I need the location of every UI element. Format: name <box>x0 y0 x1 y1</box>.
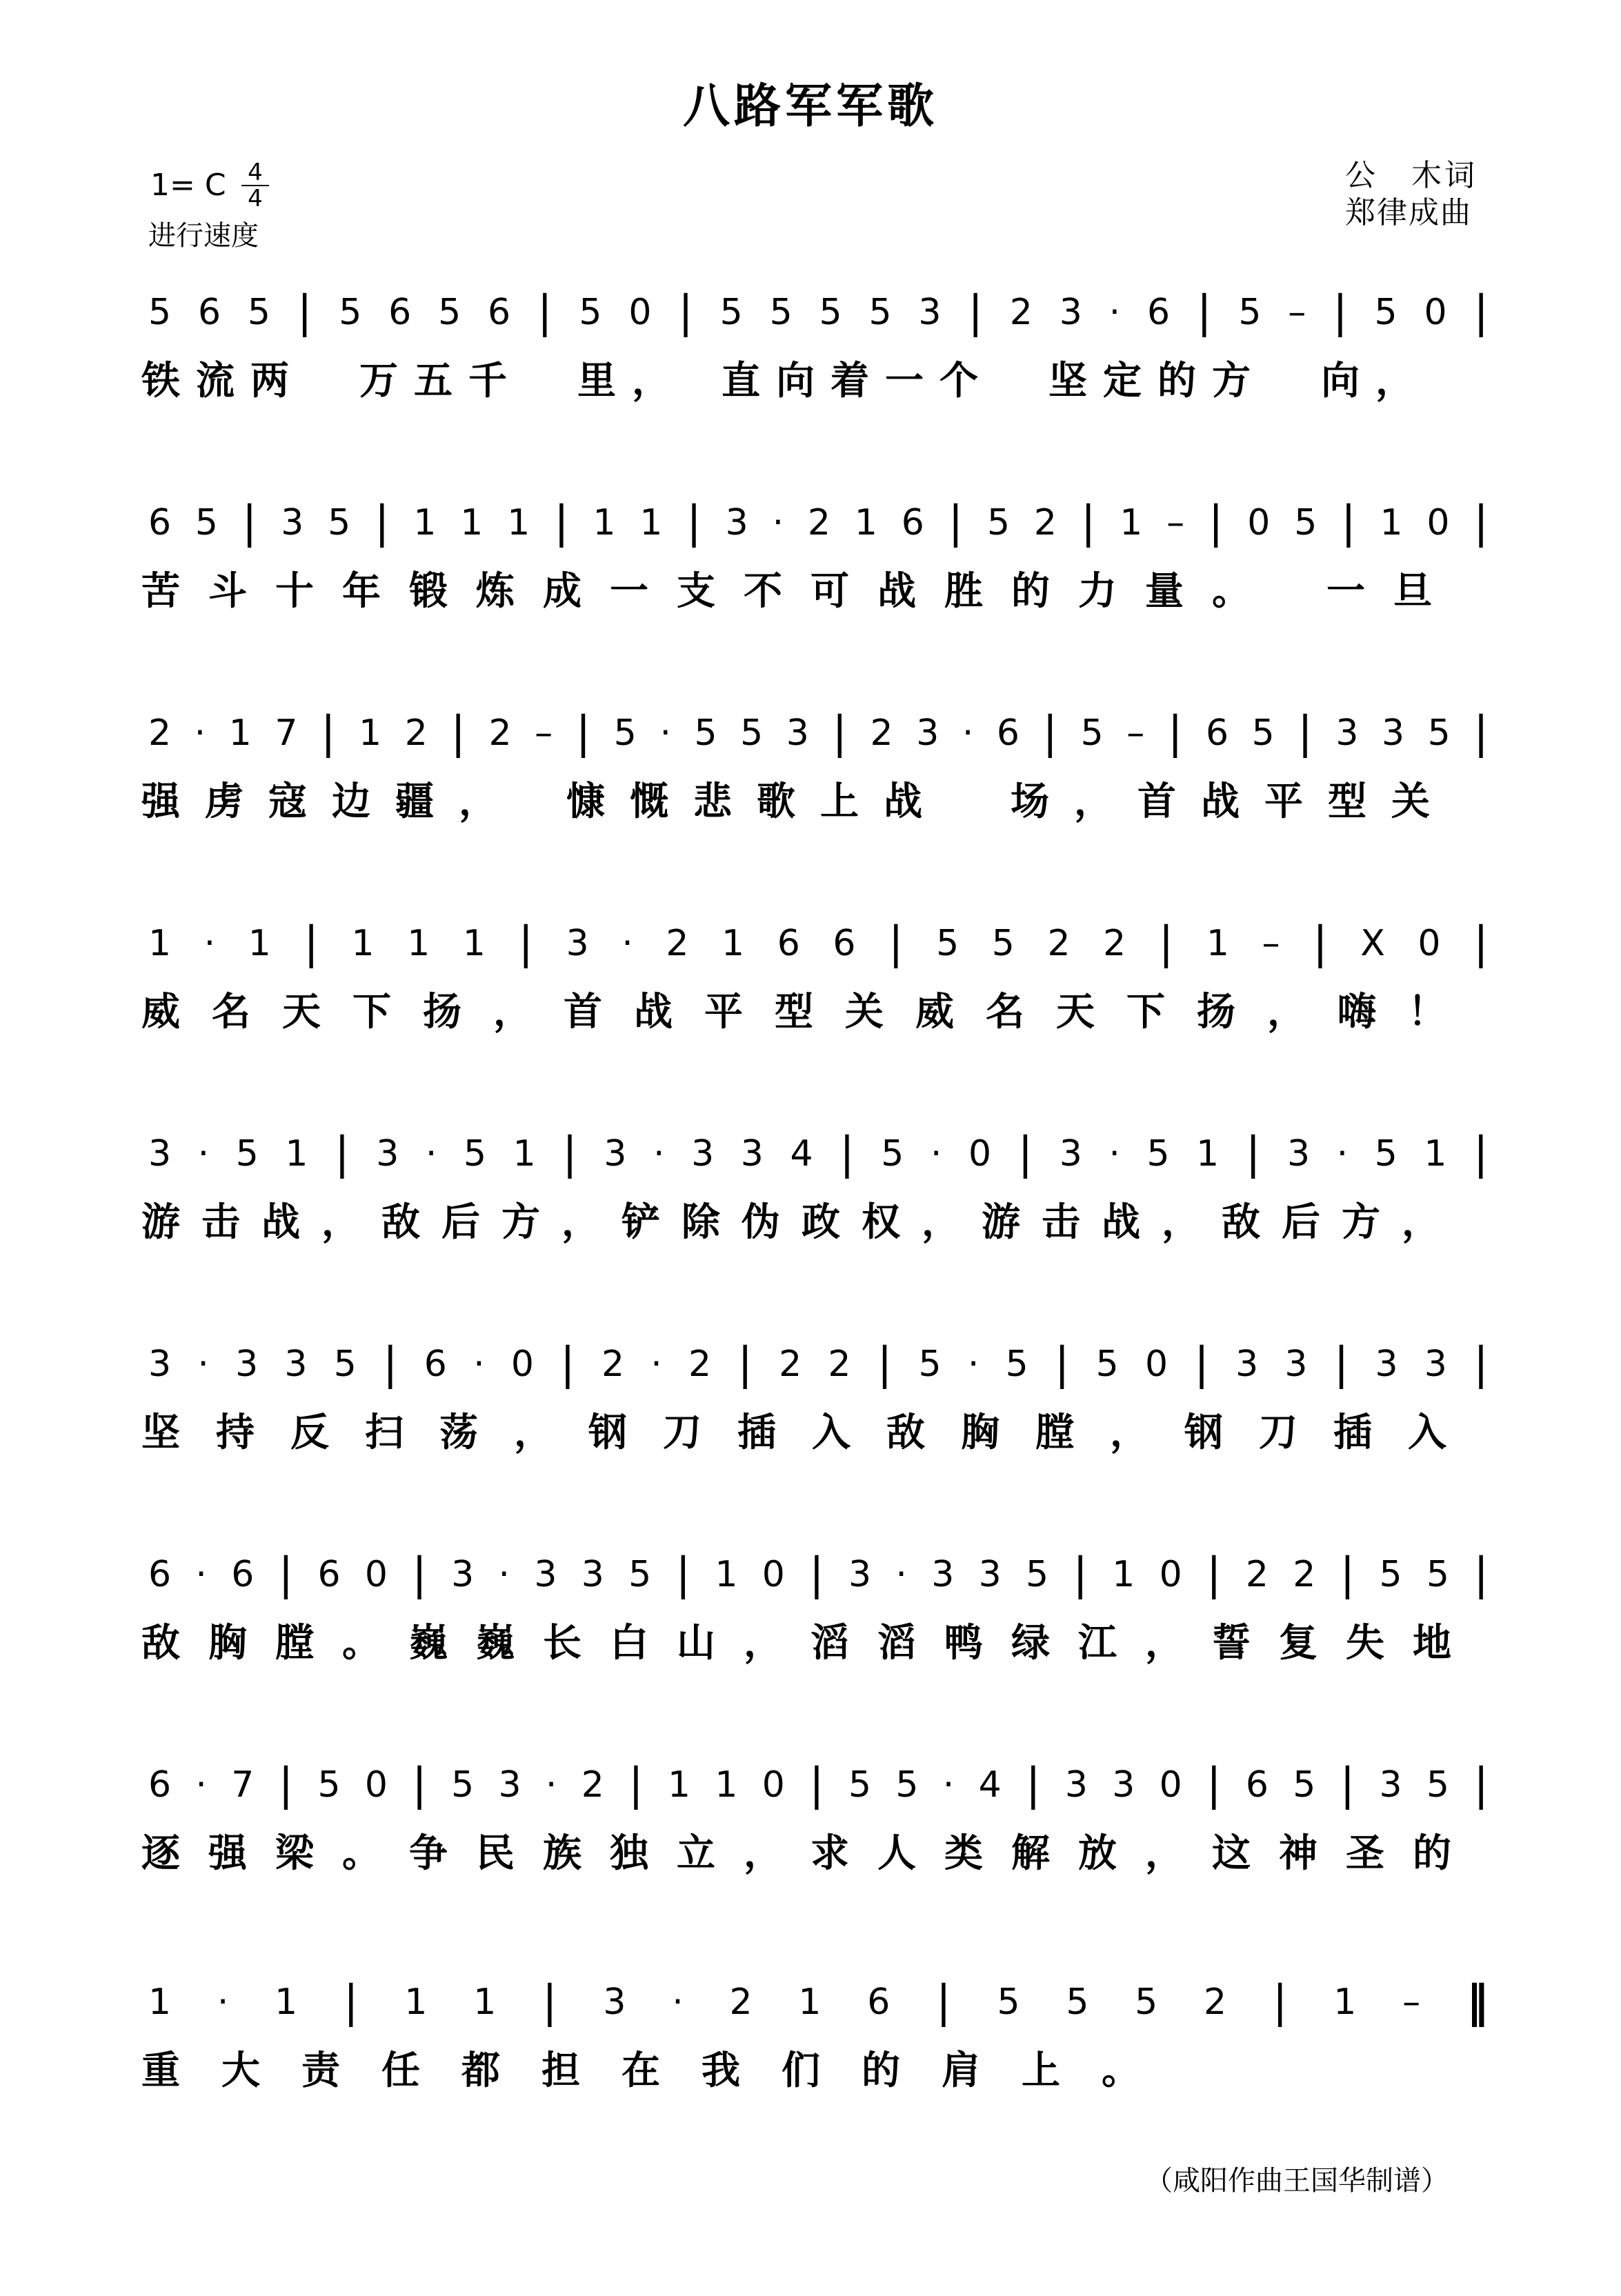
note: 2 <box>828 1344 851 1385</box>
note: 4 <box>978 1764 1002 1806</box>
note: · <box>930 1133 942 1175</box>
barline: | <box>560 1339 575 1390</box>
note: 5 <box>1374 1133 1398 1175</box>
barline: | <box>1206 1759 1222 1810</box>
note: 6 <box>1245 1764 1269 1806</box>
note: 6 <box>148 1554 172 1595</box>
lyrics-line: 重大责任都担在我们的肩上。 <box>141 2048 1182 2093</box>
note: 3 <box>284 1344 308 1385</box>
note: · <box>621 923 633 964</box>
note: 5 <box>1026 1554 1049 1595</box>
lyrics-line: 苦斗十年锻炼成一支不可战胜的力量。 一旦 <box>141 568 1460 614</box>
note: · <box>1108 292 1121 333</box>
note: 1 <box>715 1764 738 1806</box>
transcriber-credit: （咸阳作曲王国华制谱） <box>1145 2165 1449 2197</box>
note: 1 <box>351 923 375 964</box>
notation-system <box>148 499 1489 547</box>
barline: | <box>1473 1759 1489 1810</box>
barline: | <box>1042 708 1058 759</box>
note: · <box>650 1344 662 1385</box>
note: 5 <box>918 1344 942 1385</box>
note: 3 <box>376 1133 399 1175</box>
barline: | <box>1196 287 1212 338</box>
note: 5 <box>317 1764 341 1806</box>
note: 5 <box>1251 712 1275 754</box>
note: 5 <box>819 292 842 333</box>
note: 1 <box>798 1981 822 2023</box>
barline: | <box>1158 918 1174 969</box>
note: 0 <box>628 292 652 333</box>
note: 5 <box>740 712 764 754</box>
notation-system <box>148 1978 1489 2026</box>
note: 3 <box>498 1764 521 1806</box>
note: 2 <box>688 1344 712 1385</box>
barline: | <box>412 1759 427 1810</box>
note: 3 <box>581 1554 604 1595</box>
barline: | <box>678 287 693 338</box>
note: 6 <box>231 1554 255 1595</box>
notation-system <box>148 1130 1489 1178</box>
note: · <box>197 1133 210 1175</box>
note: 1 <box>275 1981 298 2023</box>
note: 2 <box>1103 923 1126 964</box>
note: 1 <box>507 502 530 543</box>
note: 2 <box>601 1344 625 1385</box>
barline: | <box>737 1339 753 1390</box>
barline: | <box>1473 287 1489 338</box>
barline: | <box>1194 1339 1209 1390</box>
note: · <box>197 1344 209 1385</box>
note: 2 <box>666 923 689 964</box>
note: 1 <box>148 923 172 964</box>
composer-credit: 郑律成曲 <box>1345 195 1472 230</box>
note: 5 <box>769 292 793 333</box>
note: 5 <box>328 502 351 543</box>
note: 0 <box>762 1764 785 1806</box>
barline: | <box>1167 708 1183 759</box>
note: · <box>653 1133 665 1175</box>
note: 5 <box>463 1133 487 1175</box>
note: · <box>425 1133 437 1175</box>
notation-system <box>148 288 1489 337</box>
note: 5 <box>1379 1554 1402 1595</box>
note: 3 <box>725 502 748 543</box>
barline: | <box>888 918 904 969</box>
barline: | <box>1026 1759 1041 1810</box>
barline: | <box>412 1549 427 1600</box>
note: 6 <box>317 1554 341 1595</box>
note: 0 <box>1159 1764 1182 1806</box>
note: 3 <box>451 1554 475 1595</box>
note: 3 <box>1424 1344 1447 1385</box>
note: 3 <box>1235 1344 1259 1385</box>
note: 5 <box>451 1764 475 1806</box>
note: 6 <box>488 292 511 333</box>
note: X <box>1360 923 1385 964</box>
barline: | <box>1080 497 1096 548</box>
barline: | <box>809 1549 824 1600</box>
note: 5 <box>1238 292 1262 333</box>
note: 1 <box>460 502 484 543</box>
barline: | <box>1473 497 1489 548</box>
note: · <box>545 1764 557 1806</box>
note: 6 <box>424 1344 447 1385</box>
note: – <box>535 712 553 754</box>
note: 5 <box>1135 1981 1158 2023</box>
note: 1 <box>1206 923 1229 964</box>
page-title: 八路军军歌 <box>682 79 938 134</box>
barline: | <box>335 1128 350 1179</box>
note: 2 <box>1204 1981 1227 2023</box>
notation-system <box>148 1550 1489 1599</box>
barline: | <box>1313 918 1328 969</box>
note: 0 <box>510 1344 534 1385</box>
note: · <box>194 712 206 754</box>
barline: | <box>297 287 312 338</box>
barline: | <box>375 497 390 548</box>
note: 5 <box>991 923 1015 964</box>
note: 3 <box>603 1981 626 2023</box>
barline: | <box>518 918 534 969</box>
barline: | <box>1206 1549 1222 1600</box>
note: 1 <box>667 1764 691 1806</box>
barline: | <box>1473 1128 1489 1179</box>
barline: | <box>809 1759 824 1810</box>
note: 1 <box>715 1554 738 1595</box>
note: 3 <box>148 1344 172 1385</box>
note: 5 <box>868 292 892 333</box>
note: 3 <box>1284 1344 1308 1385</box>
note: · <box>895 1554 907 1595</box>
barline: | <box>1054 1339 1070 1390</box>
lyrics-line: 铁流两 万五千 里， 直向着一个 坚定的方 向， <box>141 358 1430 403</box>
tempo-marking: 进行速度 <box>148 220 259 252</box>
note: 3 <box>1059 292 1082 333</box>
note: 5 <box>848 1764 872 1806</box>
note: – <box>1262 923 1280 964</box>
note: 0 <box>1424 292 1447 333</box>
lyrics-line: 游击战，敌后方，铲除伪政权，游击战，敌后方， <box>141 1199 1462 1245</box>
note: 6 <box>197 292 221 333</box>
note: – <box>1402 1981 1421 2023</box>
note: · <box>942 1764 955 1806</box>
note: 1 <box>359 712 382 754</box>
note: 6 <box>388 292 412 333</box>
note: 1 <box>404 1981 428 2023</box>
barline: | <box>278 1759 294 1810</box>
note: 1 <box>1120 502 1143 543</box>
note: · <box>962 712 974 754</box>
note: 2 <box>1047 923 1071 964</box>
note: 7 <box>275 712 298 754</box>
note: 1 <box>639 502 663 543</box>
barline: | <box>1297 708 1313 759</box>
note: 1 <box>462 923 486 964</box>
note: 2 <box>1293 1554 1316 1595</box>
note: 3 <box>918 292 942 333</box>
note: 6 <box>777 923 800 964</box>
barline: | <box>241 497 257 548</box>
note: · <box>203 923 216 964</box>
note: 3 <box>978 1554 1002 1595</box>
note: 1 <box>228 712 252 754</box>
note: 3 <box>281 502 304 543</box>
note: 0 <box>364 1764 388 1806</box>
note: 0 <box>1159 1554 1182 1595</box>
note: · <box>498 1554 510 1595</box>
note: · <box>217 1981 229 2023</box>
note: 4 <box>790 1133 813 1175</box>
note: · <box>967 1344 979 1385</box>
barline: | <box>628 1759 644 1810</box>
notation-system <box>148 919 1489 968</box>
barline: | <box>554 497 569 548</box>
note: 1 <box>148 1981 172 2023</box>
barline: | <box>1473 918 1489 969</box>
note: 3 <box>931 1554 955 1595</box>
note: 2 <box>807 502 831 543</box>
notation-system <box>148 1340 1489 1388</box>
note: 3 <box>1112 1764 1135 1806</box>
note: 5 <box>1374 292 1398 333</box>
note: 5 <box>1005 1344 1028 1385</box>
barline: | <box>1333 287 1348 338</box>
barline: | <box>344 1977 359 2028</box>
note: 2 <box>404 712 428 754</box>
note: · <box>1336 1133 1349 1175</box>
note: 6 <box>1147 292 1171 333</box>
note: 1 <box>1112 1554 1135 1595</box>
note: 1 <box>413 502 437 543</box>
barline: | <box>542 1977 557 2028</box>
barline: | <box>383 1339 398 1390</box>
note: 5 <box>936 923 959 964</box>
barline: | <box>877 1339 893 1390</box>
note: 2 <box>1009 292 1033 333</box>
note: 0 <box>968 1133 992 1175</box>
note: 2 <box>488 712 512 754</box>
barline: | <box>304 918 319 969</box>
note: 6 <box>148 1764 172 1806</box>
note: 6 <box>1205 712 1229 754</box>
note: 3 <box>235 1344 259 1385</box>
lyrics-line: 坚持反扫荡，钢刀插入敌胸膛，钢刀插入 <box>141 1410 1482 1455</box>
note: 5 <box>1080 712 1104 754</box>
note: 5 <box>895 1764 919 1806</box>
note: 6 <box>901 502 924 543</box>
note: · <box>659 712 671 754</box>
note: 5 <box>628 1554 652 1595</box>
barline: | <box>948 497 964 548</box>
note: 2 <box>581 1764 604 1806</box>
note: 5 <box>694 712 717 754</box>
note: 3 <box>1379 1764 1402 1806</box>
barline: | <box>537 287 553 338</box>
note: 1 <box>1333 1981 1357 2023</box>
note: 1 <box>593 502 616 543</box>
barline: | <box>675 1549 691 1600</box>
note: 3 <box>740 1133 764 1175</box>
note: · <box>1108 1133 1120 1175</box>
barline: | <box>1340 1549 1355 1600</box>
note: 5 <box>247 292 270 333</box>
note: · <box>772 502 784 543</box>
note: 5 <box>235 1133 259 1175</box>
note: 5 <box>1066 1981 1089 2023</box>
lyrics-line: 强虏寇边疆， 慷慨悲歌上战 场，首战平型关 <box>141 779 1455 824</box>
note: 5 <box>613 712 637 754</box>
note: 1 <box>1196 1133 1220 1175</box>
barline: | <box>1272 1977 1288 2028</box>
note: 1 <box>285 1133 308 1175</box>
note: 5 <box>1293 1764 1316 1806</box>
note: 5 <box>1426 1764 1450 1806</box>
barline: | <box>1473 1339 1489 1390</box>
note: 5 <box>1095 1344 1119 1385</box>
note: 2 <box>779 1344 802 1385</box>
notation-system <box>148 709 1489 757</box>
barline: | <box>968 287 983 338</box>
note: 6 <box>148 502 172 543</box>
lyrics-line: 敌胸膛。巍巍长白山，滔滔鸭绿江，誓复失地 <box>141 1620 1480 1666</box>
note: 7 <box>231 1764 255 1806</box>
note: 5 <box>1427 712 1451 754</box>
note: 3 <box>1064 1764 1088 1806</box>
note: 2 <box>148 712 172 754</box>
note: 6 <box>833 923 856 964</box>
note: 1 <box>854 502 877 543</box>
note: 2 <box>1245 1554 1269 1595</box>
barline: | <box>278 1549 294 1600</box>
barline: | <box>1473 708 1489 759</box>
note: 5 <box>719 292 743 333</box>
barline: | <box>832 708 847 759</box>
note: 1 <box>248 923 271 964</box>
note: 3 <box>848 1554 872 1595</box>
barline: | <box>839 1128 855 1179</box>
note: 3 <box>916 712 939 754</box>
note: 1 <box>722 923 745 964</box>
barline: | <box>1073 1549 1088 1600</box>
note: 5 <box>1426 1554 1450 1595</box>
note: – <box>1166 502 1185 543</box>
note: 1 <box>1380 502 1403 543</box>
note: 5 <box>148 292 172 333</box>
barline: ‖ <box>1466 1977 1489 2028</box>
note: · <box>195 1764 207 1806</box>
note: 2 <box>870 712 893 754</box>
barline: | <box>1340 1759 1355 1810</box>
note: 3 <box>148 1133 172 1175</box>
barline: | <box>575 708 591 759</box>
barline: | <box>686 497 702 548</box>
note: – <box>1288 292 1306 333</box>
note: 3 <box>691 1133 715 1175</box>
lyricist-credit: 公 木词 <box>1345 158 1478 193</box>
note: 3 <box>604 1133 627 1175</box>
barline: | <box>450 708 466 759</box>
barline: | <box>562 1128 577 1179</box>
note: 1 <box>1424 1133 1447 1175</box>
lyrics-line: 威名天下扬，首战平型关威名天下扬，嗨！ <box>141 989 1478 1035</box>
note: 3 <box>1335 712 1359 754</box>
note: 0 <box>762 1554 785 1595</box>
note: 5 <box>333 1344 357 1385</box>
barline: | <box>1208 497 1224 548</box>
note: 3 <box>534 1554 557 1595</box>
barline: | <box>1017 1128 1033 1179</box>
note: 5 <box>1146 1133 1170 1175</box>
note: 0 <box>1426 502 1450 543</box>
note: · <box>195 1554 207 1595</box>
lyrics-line: 逐强梁。争民族独立，求人类解放，这神圣的 <box>141 1830 1480 1876</box>
note: · <box>672 1981 684 2023</box>
note: 0 <box>1247 502 1271 543</box>
note: 3 <box>1059 1133 1082 1175</box>
barline: | <box>1473 1549 1489 1600</box>
note: 2 <box>1033 502 1057 543</box>
barline: | <box>1245 1128 1261 1179</box>
key-signature: 1= C <box>150 168 226 203</box>
note: 6 <box>996 712 1020 754</box>
time-signature-denominator: 4 <box>241 185 269 211</box>
note: 3 <box>1375 1344 1398 1385</box>
note: 1 <box>473 1981 497 2023</box>
note: 0 <box>1418 923 1441 964</box>
note: 1 <box>513 1133 536 1175</box>
note: 2 <box>729 1981 753 2023</box>
note: – <box>1126 712 1145 754</box>
note: 3 <box>1381 712 1405 754</box>
note: 5 <box>195 502 218 543</box>
note: · <box>473 1344 485 1385</box>
barline: | <box>936 1977 951 2028</box>
note: 5 <box>1294 502 1317 543</box>
note: 5 <box>339 292 362 333</box>
note: 5 <box>997 1981 1020 2023</box>
note: 3 <box>786 712 809 754</box>
note: 1 <box>407 923 430 964</box>
barline: | <box>1333 1339 1349 1390</box>
note: 5 <box>579 292 602 333</box>
note: 5 <box>881 1133 904 1175</box>
note: 3 <box>1286 1133 1311 1175</box>
note: 6 <box>867 1981 891 2023</box>
barline: | <box>1341 497 1356 548</box>
time-signature-numerator: 4 <box>248 159 263 186</box>
barline: | <box>321 708 336 759</box>
note: 0 <box>364 1554 388 1595</box>
note: 5 <box>438 292 461 333</box>
notation-system <box>148 1761 1489 1809</box>
note: 0 <box>1144 1344 1168 1385</box>
note: 5 <box>987 502 1011 543</box>
note: 3 <box>566 923 589 964</box>
